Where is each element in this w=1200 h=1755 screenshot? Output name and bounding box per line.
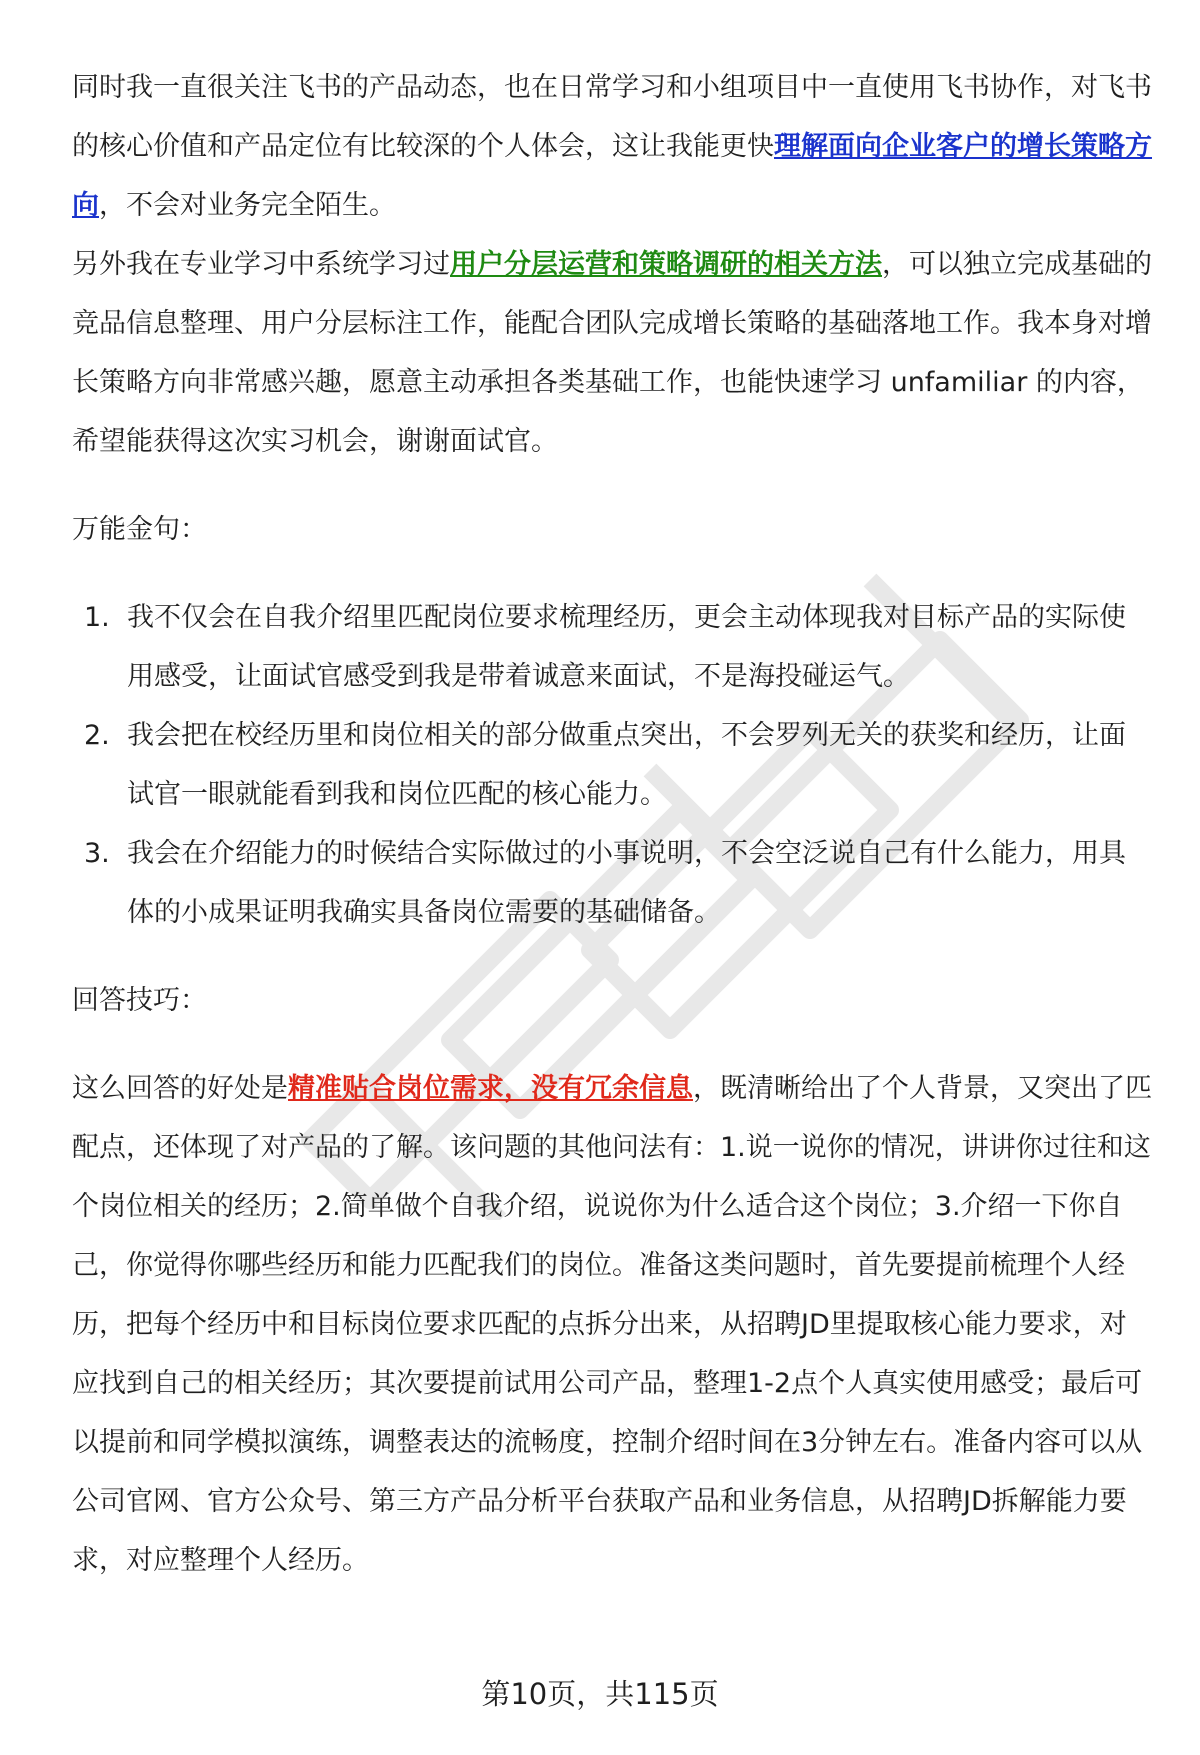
- page-number-footer: 第10页，共115页: [481, 1677, 719, 1711]
- tips-text: ，既清晰给出了个人背景，又突出了匹配点，还体现了对产品的了解。该问题的其他问法有：1.说一说你的情况，讲讲你过往和这个岗位相关的经历；2.简单做个自我介绍，说说你为什么适合这个岗位；3.介绍一下你自己，你觉得你哪些经历和能力匹配我们的岗位。准备这类问题时，首先要提前梳理个人经历，把每个经历中和目标岗位要求匹配的点拆分出来，从招聘JD里提取核心能力要求，对应找到自己的相关经历；其次要提前试用公司产品，整理1-2点个人真实使用感受；最后可以提前和同学模拟演练，调整表达的流畅度，控制介绍时间在3分钟左右。准备内容可以从公司官网、官方公众号、第三方产品分析平台获取产品和业务信息，从招聘JD拆解能力要求，对应整理个人经历。: [72, 1073, 1152, 1576]
- tips-text: 这么回答的好处是: [72, 1073, 288, 1104]
- highlight-user-segmentation: 用户分层运营和策略调研的相关方法: [450, 249, 882, 280]
- intro-text: 另外我在专业学习中系统学习过: [72, 249, 450, 280]
- intro-text: ，不会对业务完全陌生。: [99, 190, 396, 221]
- golden-sentences-heading: 万能金句：: [72, 514, 207, 545]
- list-number: 1.: [84, 602, 110, 633]
- list-item: [72, 706, 1152, 824]
- list-text: 我不仅会在自我介绍里匹配岗位要求梳理经历，更会主动体现我对目标产品的实际使用感受，让面试官感受到我是带着诚意来面试，不是海投碰运气。: [127, 602, 1126, 692]
- list-text: 我会把在校经历里和岗位相关的部分做重点突出，不会罗列无关的获奖和经历，让面试官一眼就能看到我和岗位匹配的核心能力。: [127, 720, 1126, 810]
- intro-text: ，可以独立完成基础的竞品信息整理、用户分层标注工作，能配合团队完成增长策略的基础落地工作。我本身对增长策略方向非常感兴趣，愿意主动承担各类基础工作，也能快速学习 unfamiliar 的内容，希望能获得这次实习机会，谢谢面试官。: [72, 249, 1152, 457]
- golden-sentences-list: [72, 588, 1152, 942]
- highlight-growth-strategy: 理解面向企业客户的增长策略方向: [72, 131, 1152, 221]
- intro-text: 同时我一直很关注飞书的产品动态，也在日常学习和小组项目中一直使用飞书协作，对飞书的核心价值和产品定位有比较深的个人体会，这让我能更快: [72, 72, 1152, 162]
- intro-paragraph-2: [72, 235, 1152, 471]
- answer-tips-heading: 回答技巧：: [72, 985, 207, 1016]
- list-number: 3.: [84, 838, 110, 869]
- answer-tips-paragraph: [72, 1059, 1152, 1590]
- list-item: [72, 588, 1152, 706]
- list-item: [72, 824, 1152, 942]
- intro-paragraph-1: [72, 58, 1152, 235]
- highlight-precise-fit: 精准贴合岗位需求，没有冗余信息: [288, 1073, 693, 1104]
- document-body: [72, 58, 1152, 1590]
- list-text: 我会在介绍能力的时候结合实际做过的小事说明，不会空泛说自己有什么能力，用具体的小成果证明我确实具备岗位需要的基础储备。: [127, 838, 1126, 928]
- list-number: 2.: [84, 720, 110, 751]
